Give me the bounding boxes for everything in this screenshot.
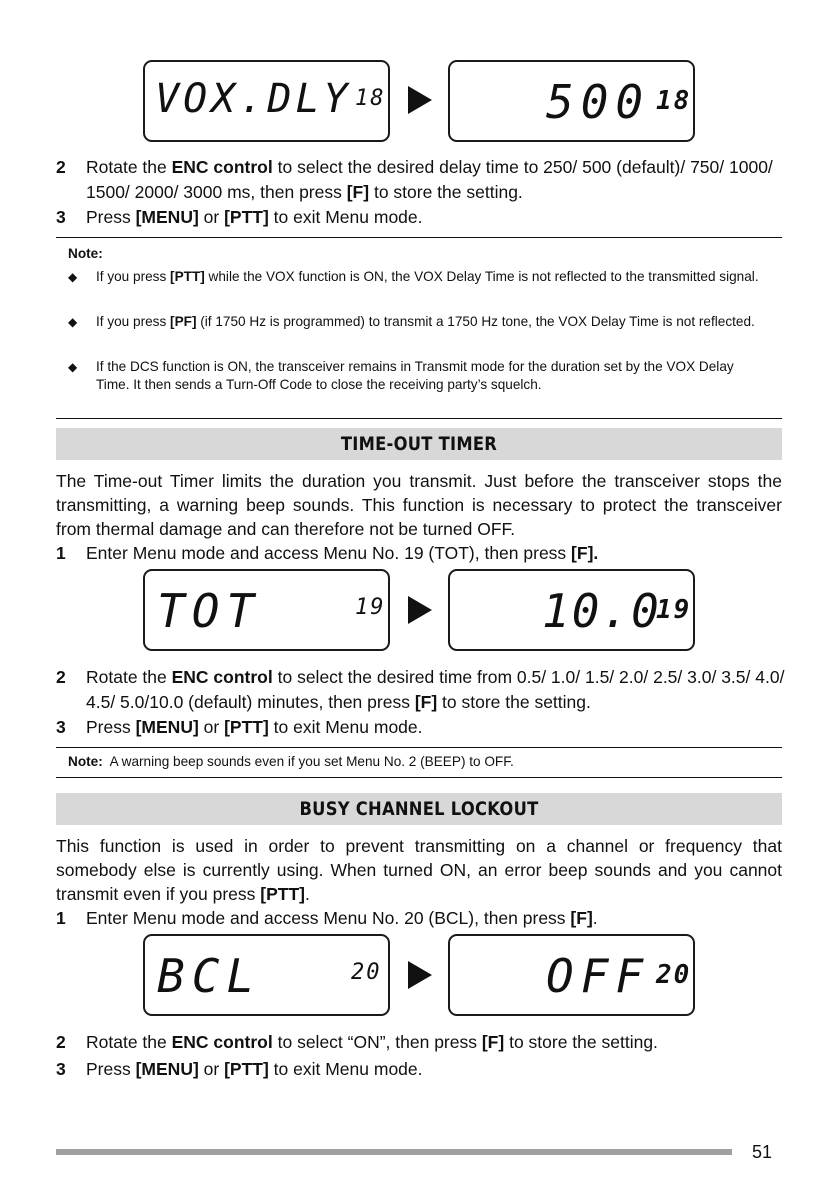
ptt-key-label: [PTT] [224, 717, 269, 737]
note-bullet [68, 358, 768, 394]
note-text: A warning beep sounds even if you set Menu No. 2 (BEEP) to OFF. [109, 754, 514, 769]
lcd-display-vox-dly [143, 60, 390, 142]
note-text: If you press [96, 269, 171, 284]
note-bottom-rule [56, 777, 782, 778]
lcd-main-text: BCL [157, 949, 262, 1003]
note-bottom-rule [56, 418, 782, 419]
step-text: Rotate the [86, 157, 172, 177]
f-key-label: [F] [414, 692, 438, 712]
enc-control-label: ENC control [171, 157, 273, 177]
step-text: or [198, 1059, 225, 1079]
lcd-menu-number: 20 [351, 960, 382, 985]
note-text: If the DCS function is ON, the transceiver remains in Transmit mode for the duration set by the VOX Delay Time. It then sends a Turn-Off Code to close the receiving party’s squelch. [96, 359, 734, 392]
lcd-menu-number: 20 [656, 960, 692, 990]
step-text: Press [86, 717, 136, 737]
lcd-menu-number: 18 [656, 86, 692, 116]
section-heading-time-out-timer [56, 428, 782, 460]
ptt-key-label: [PTT] [224, 1059, 269, 1079]
note-bullet [68, 268, 768, 286]
step-number: 1 [56, 908, 66, 928]
menu-key-label: [MENU] [135, 1059, 199, 1079]
step-text: Rotate the [86, 667, 172, 687]
vox-step-2 [56, 155, 786, 205]
note-text: If you press [96, 314, 171, 329]
step-text: to select “ON”, then press [272, 1032, 482, 1052]
page-number: 51 [752, 1142, 773, 1162]
diamond-bullet-icon: ◆ [68, 315, 78, 329]
paragraph-text: This function is used in order to prevent transmitting on a channel or frequency that somebody else is currently using. When turned ON, an error beep sounds and you cannot transmit even if you press [56, 836, 782, 904]
lcd-menu-number: 18 [355, 86, 386, 111]
lcd-main-text: 500 [546, 75, 651, 129]
step-text: to exit Menu mode. [268, 207, 423, 227]
tot-note [68, 753, 768, 771]
lcd-main-text: 10.0 [542, 584, 661, 638]
step-text: . [592, 908, 598, 928]
tot-paragraph: The Time-out Timer limits the duration you transmit. Just before the transceiver stops the transmitting, a warning beep sounds. This function is necessary to protect the transceiver from thermal damage and can therefore not be turned OFF. [56, 471, 782, 539]
vox-step-3 [56, 205, 786, 230]
enc-control-label: ENC control [171, 1032, 273, 1052]
ptt-key-label: [PTT] [260, 884, 305, 904]
step-text: or [198, 207, 225, 227]
step-number: 3 [56, 207, 66, 227]
lcd-display-bcl-value [448, 934, 695, 1016]
tot-step-1 [56, 541, 786, 566]
lcd-display-vox-value [448, 60, 695, 142]
note-text: (if 1750 Hz is programmed) to transmit a 1750 Hz tone, the VOX Delay Time is not reflected. [196, 314, 755, 329]
arrow-right-icon [408, 86, 432, 114]
step-text: to select the desired delay time to 250/ 500 (default)/ 750/ 1000/ 1500/ 2000/ 3000 ms, then press [86, 157, 773, 202]
bcl-step-1 [56, 906, 786, 931]
lcd-display-tot-value [448, 569, 695, 651]
bcl-step-2 [56, 1030, 786, 1055]
arrow-right-icon [408, 961, 432, 989]
step-number: 2 [56, 667, 66, 687]
note-top-rule [56, 747, 782, 748]
f-key-label: [F] [346, 182, 370, 202]
step-text: Enter Menu mode and access Menu No. 20 (BCL), then press [86, 908, 571, 928]
step-text: or [198, 717, 225, 737]
f-key-label: [F]. [571, 543, 599, 563]
step-text: Press [86, 1059, 136, 1079]
section-heading-text: TIME-OUT TIMER [340, 433, 498, 455]
pf-key-label: [PF] [170, 314, 197, 329]
ptt-key-label: [PTT] [170, 269, 205, 284]
step-text: Rotate the [86, 1032, 172, 1052]
note-top-rule [56, 237, 782, 238]
step-number: 2 [56, 1032, 66, 1052]
step-text: Press [86, 207, 136, 227]
step-number: 1 [56, 543, 66, 563]
footer-rule [56, 1149, 732, 1155]
note-bullet [68, 313, 768, 331]
step-text: to store the setting. [437, 692, 591, 712]
note-label: Note: [68, 246, 103, 261]
tot-step-2 [56, 665, 786, 715]
f-key-label: [F] [570, 908, 593, 928]
lcd-display-bcl [143, 934, 390, 1016]
f-key-label: [F] [481, 1032, 505, 1052]
step-text: to store the setting. [504, 1032, 658, 1052]
ptt-key-label: [PTT] [224, 207, 269, 227]
bcl-paragraph [56, 834, 782, 906]
step-number: 3 [56, 1059, 66, 1079]
bcl-step-3 [56, 1057, 786, 1082]
lcd-main-text: OFF [546, 949, 651, 1003]
step-text: to exit Menu mode. [268, 1059, 423, 1079]
diamond-bullet-icon: ◆ [68, 270, 78, 284]
tot-step-3 [56, 715, 786, 740]
step-number: 2 [56, 157, 66, 177]
enc-control-label: ENC control [171, 667, 273, 687]
note-label: Note: [68, 754, 103, 769]
step-text: Enter Menu mode and access Menu No. 19 (TOT), then press [86, 543, 572, 563]
note-text: while the VOX function is ON, the VOX Delay Time is not reflected to the transmitted signal. [204, 269, 759, 284]
menu-key-label: [MENU] [135, 717, 199, 737]
step-text: to store the setting. [369, 182, 523, 202]
lcd-main-text: TOT [157, 584, 262, 638]
lcd-main-text: VOX.DLY [155, 76, 352, 122]
menu-key-label: [MENU] [135, 207, 199, 227]
step-number: 3 [56, 717, 66, 737]
section-heading-busy-channel-lockout [56, 793, 782, 825]
lcd-display-tot [143, 569, 390, 651]
lcd-menu-number: 19 [656, 595, 692, 625]
lcd-menu-number: 19 [355, 595, 386, 620]
arrow-right-icon [408, 596, 432, 624]
note-title [68, 245, 768, 263]
step-text: to exit Menu mode. [268, 717, 423, 737]
step-text: to select the desired time from 0.5/ 1.0/ 1.5/ 2.0/ 2.5/ 3.0/ 3.5/ 4.0/ 4.5/ 5.0/10.0 (default) minutes, then press [86, 667, 785, 712]
section-heading-text: BUSY CHANNEL LOCKOUT [299, 798, 539, 820]
diamond-bullet-icon: ◆ [68, 360, 78, 374]
paragraph-text: . [304, 884, 310, 904]
